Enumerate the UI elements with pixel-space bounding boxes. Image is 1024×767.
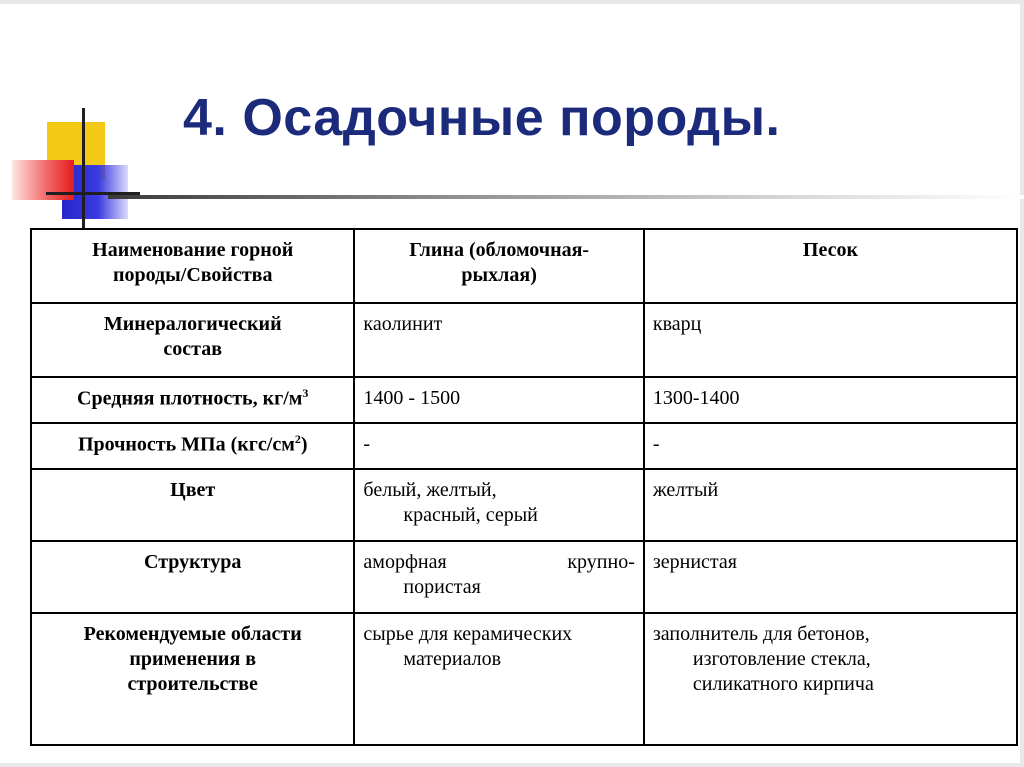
slide-title: 4. Осадочные породы. — [183, 89, 781, 147]
header-property-line-2: породы/Свойства — [112, 264, 273, 286]
table-header-row — [31, 229, 1017, 303]
header-clay-line-1: Глина (обломочная- — [409, 239, 590, 261]
property-cell: Структура — [31, 541, 354, 613]
table-row — [31, 303, 1017, 377]
header-clay — [354, 229, 643, 303]
property-cell — [31, 303, 354, 377]
header-clay-line-2: рыхлая) — [461, 264, 537, 286]
slide-frame-right — [1020, 0, 1024, 767]
clay-cell: - — [354, 423, 643, 469]
clay-cell — [354, 541, 643, 613]
clay-line-2: пористая — [403, 576, 481, 598]
property-superscript: 3 — [302, 386, 309, 400]
sand-line-3: силикатного кирпича — [692, 673, 874, 695]
property-line-1: Рекомендуемые области — [83, 623, 302, 645]
sand-line-2: изготовление стекла, — [692, 648, 871, 670]
clay-line-1: сырье для керамических — [363, 623, 573, 645]
clay-word-2: крупно- — [567, 551, 635, 573]
property-text: Прочность МПа (кгс/см — [77, 433, 295, 456]
table-row — [31, 613, 1017, 745]
clay-cell — [354, 613, 643, 745]
table-row — [31, 423, 1017, 469]
sand-cell: желтый — [644, 469, 1017, 541]
clay-word-1: аморфная — [363, 551, 447, 573]
table-row — [31, 469, 1017, 541]
slide-frame-top — [0, 0, 1024, 4]
table-row — [31, 541, 1017, 613]
clay-cell: 1400 - 1500 — [354, 377, 643, 423]
title-underline — [108, 195, 1024, 199]
clay-line-2: красный, серый — [403, 504, 538, 526]
property-text: Средняя плотность, кг/м — [77, 387, 303, 410]
property-line-1: Минералогический — [103, 313, 282, 335]
clay-cell — [354, 469, 643, 541]
table-row — [31, 377, 1017, 423]
header-property — [31, 229, 354, 303]
property-cell — [31, 613, 354, 745]
header-property-line-1: Наименование горной — [92, 239, 294, 261]
clay-line-1 — [363, 550, 634, 575]
header-sand: Песок — [644, 229, 1017, 303]
property-line-2: состав — [163, 338, 223, 360]
sand-cell: зернистая — [644, 541, 1017, 613]
slide-frame-bottom — [0, 763, 1024, 767]
sand-cell — [644, 613, 1017, 745]
property-cell — [31, 423, 354, 469]
property-cell: Цвет — [31, 469, 354, 541]
sand-cell: - — [644, 423, 1017, 469]
logo-vertical-line — [82, 108, 85, 228]
decorative-squares-logo — [0, 0, 140, 240]
sand-cell: кварц — [644, 303, 1017, 377]
sand-cell: 1300-1400 — [644, 377, 1017, 423]
property-superscript: 2 — [294, 432, 301, 446]
sand-line-1: заполнитель для бетонов, — [652, 623, 870, 645]
clay-cell: каолинит — [354, 303, 643, 377]
property-line-2: применения в — [129, 648, 257, 670]
clay-line-2: материалов — [403, 648, 502, 670]
property-text-end: ) — [300, 433, 308, 456]
clay-line-1: белый, желтый, — [363, 479, 497, 501]
properties-table — [30, 228, 1018, 746]
property-cell — [31, 377, 354, 423]
property-line-3: строительстве — [127, 673, 258, 695]
